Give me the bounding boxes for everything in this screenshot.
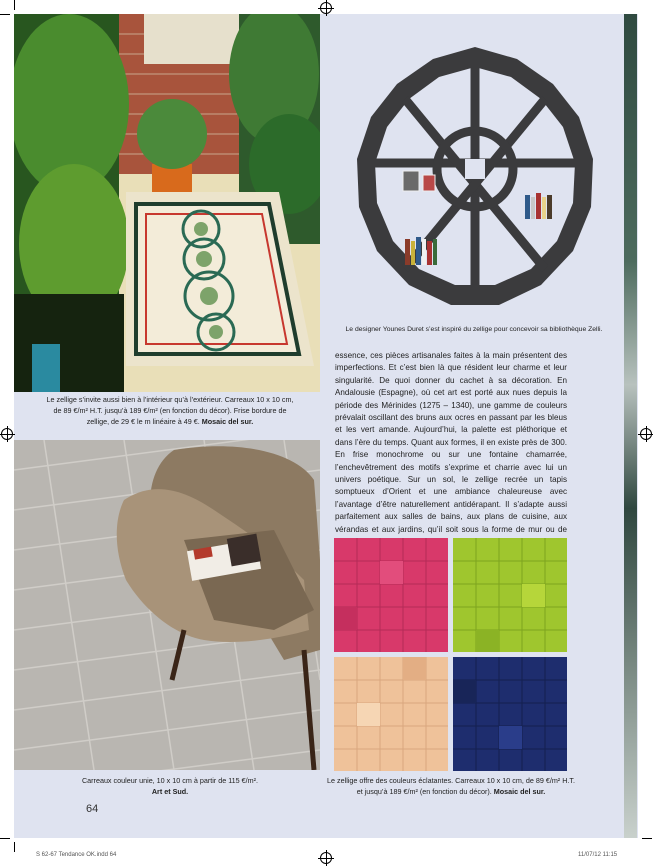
registration-mark-bottom [320, 852, 332, 864]
crop-mark [14, 0, 15, 10]
crop-mark [0, 838, 10, 839]
crop-mark [14, 842, 15, 852]
page-number: 64 [86, 803, 99, 815]
terrace-caption [22, 394, 318, 427]
armchair-caption-brand: Art et Sud. [151, 787, 189, 796]
registration-mark-left [1, 428, 13, 440]
bookshelf-caption [326, 324, 622, 335]
tile-sample-peach [334, 657, 448, 771]
crop-mark [0, 14, 10, 15]
bookshelf-photo [320, 14, 624, 326]
armchair-caption-line1: Carreaux couleur unie, 10 x 10 cm à partir de 115 €/m². [81, 776, 259, 785]
tiles-caption-line2: et jusqu’à 189 €/m² (en fonction du décor). [356, 787, 492, 796]
bookshelf-caption-text: Le designer Younes Duret s’est inspiré du zellige pour concevoir sa bibliothèque Zelli. [345, 326, 603, 333]
armchair-photo [14, 440, 320, 770]
article-body: essence, ces pièces artisanales faites à la main présentent des imperfections. Et c’est bien là que résident leur charme et leur singularité. De quoi donner du cachet à sa décoration. En Andalousie (Espagne), où cet art est porté aux nues depuis la période des Mérinides (1275 – 1340), une gamme de couleurs prévalait oscillant des bruns aux ocres en passant par les bleus et les vert amande. Aujourd’hui, la palette est pléthorique et dans l’ère du temps. Quant aux formes, il en existe près de 300. En frise monochrome ou sur une fontaine chamarrée, l’enchevêtrement des motifs s’exprime et charrie avec lui un univers poétique. Sur un sol, le zellige recrée un tapis somptueux d’Orient et une ambiance chaleureuse avec l’avantage d’être naturellement antidérapant. Il s’adapte aussi parfaitement aux salles de bains, aux plans de cuisine, aux vérandas et aux jardins, qu’il soit sous la forme de mur ou de [335, 351, 567, 534]
tile-sample-pink [334, 538, 448, 652]
tile-sample-green [453, 538, 567, 652]
terrace-caption-brand: Mosaic del sur. [201, 417, 254, 426]
tiles-caption-line1: Le zellige offre des couleurs éclatantes. Carreaux 10 x 10 cm, de 89 €/m² H.T. [327, 776, 575, 785]
slug-file: S 62-67 Tendance OK.indd 64 [36, 852, 117, 858]
terrace-caption-line2: de 89 €/m² H.T. jusqu’à 189 €/m² (en fonction du décor). Frise bordure de [53, 406, 287, 415]
terrace-photo [14, 14, 320, 392]
crop-mark [642, 838, 652, 839]
tile-sample-navy [453, 657, 567, 771]
facing-page-edge [624, 14, 637, 838]
tiles-caption [326, 775, 576, 797]
armchair-caption [22, 775, 318, 797]
tiles-caption-brand: Mosaic del sur. [493, 787, 546, 796]
slug-date: 11/07/12 11:15 [578, 852, 618, 858]
terrace-caption-line1: Le zellige s’invite aussi bien à l’intérieur qu’à l’extérieur. Carreaux 10 x 10 cm, [46, 395, 294, 404]
terrace-caption-line3: zellige, de 29 € le m linéaire à 49 €. [86, 417, 200, 426]
registration-mark-top [320, 2, 332, 14]
registration-mark-right [640, 428, 652, 440]
